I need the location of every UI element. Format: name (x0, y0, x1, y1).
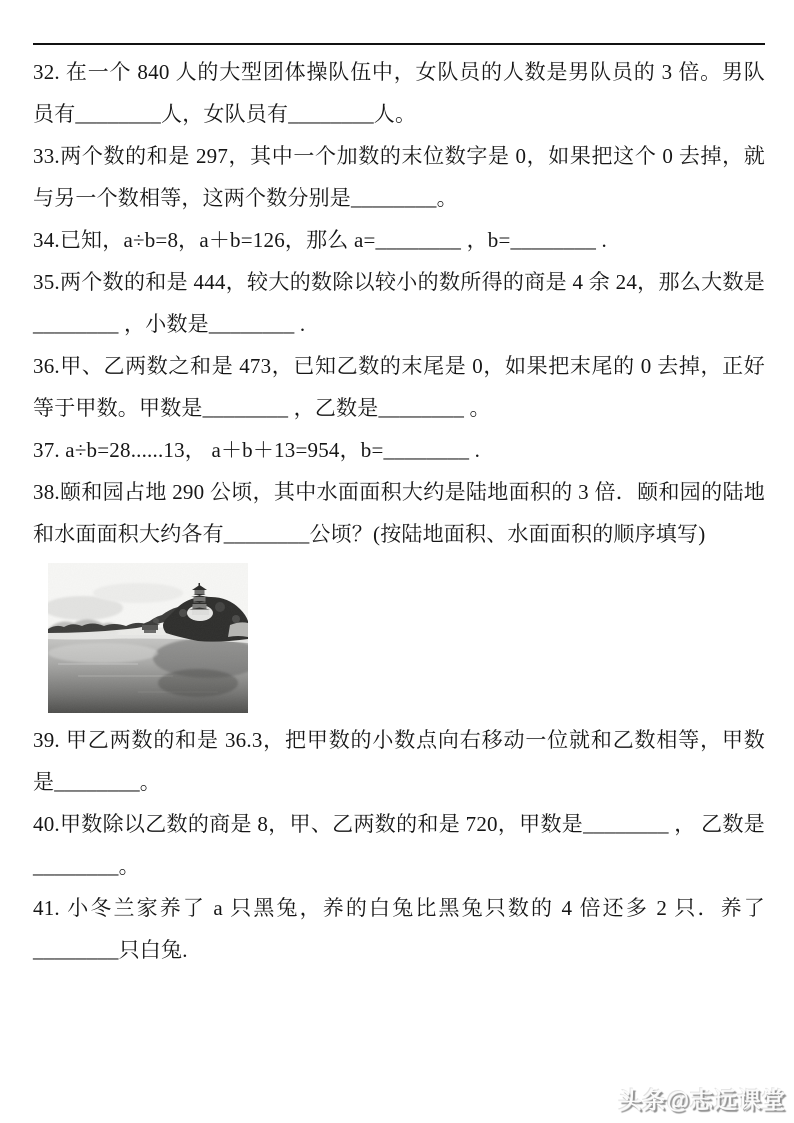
question-33: 33.两个数的和是 297，其中一个加数的末位数字是 0，如果把这个 0 去掉，就与另一个数相等，这两个数分别是________。 (33, 144, 765, 210)
worksheet-content (33, 43, 765, 971)
summer-palace-photo-illustration (48, 563, 248, 713)
question-36: 36.甲、乙两数之和是 473，已知乙数的末尾是 0，如果把末尾的 0 去掉，正好等于甲数。甲数是________ ，乙数是________ 。 (33, 354, 765, 420)
question-35: 35.两个数的和是 444，较大的数除以较小的数所得的商是 4 余 24，那么大数是________ ，小数是________ . (33, 270, 765, 336)
question-37: 37. a÷b=28......13， a＋b＋13=954，b=________ . (33, 438, 481, 462)
question-41: 41. 小冬兰家养了 a 只黑兔，养的白兔比黑兔只数的 4 倍还多 2 只．养了________只白兔. (33, 896, 765, 962)
summer-palace-photo (48, 563, 248, 713)
watermark: 头条@志远课堂 (618, 1087, 786, 1113)
question-38: 38.颐和园占地 290 公顷，其中水面面积大约是陆地面积的 3 倍．颐和园的陆地和水面面积大约各有________公顷？(按陆地面积、水面面积的顺序填写) (33, 480, 765, 546)
question-34: 34.已知，a÷b=8，a＋b=126，那么 a=________ ，b=________ . (33, 228, 608, 252)
question-32: 32. 在一个 840 人的大型团体操队伍中，女队员的人数是男队员的 3 倍。男队员有________人，女队员有________人。 (33, 60, 765, 126)
question-40: 40.甲数除以乙数的商是 8，甲、乙两数的和是 720，甲数是________ ， 乙数是________。 (33, 812, 765, 878)
top-divider (33, 43, 765, 45)
question-39: 39. 甲乙两数的和是 36.3，把甲数的小数点向右移动一位就和乙数相等，甲数是________。 (33, 728, 765, 794)
